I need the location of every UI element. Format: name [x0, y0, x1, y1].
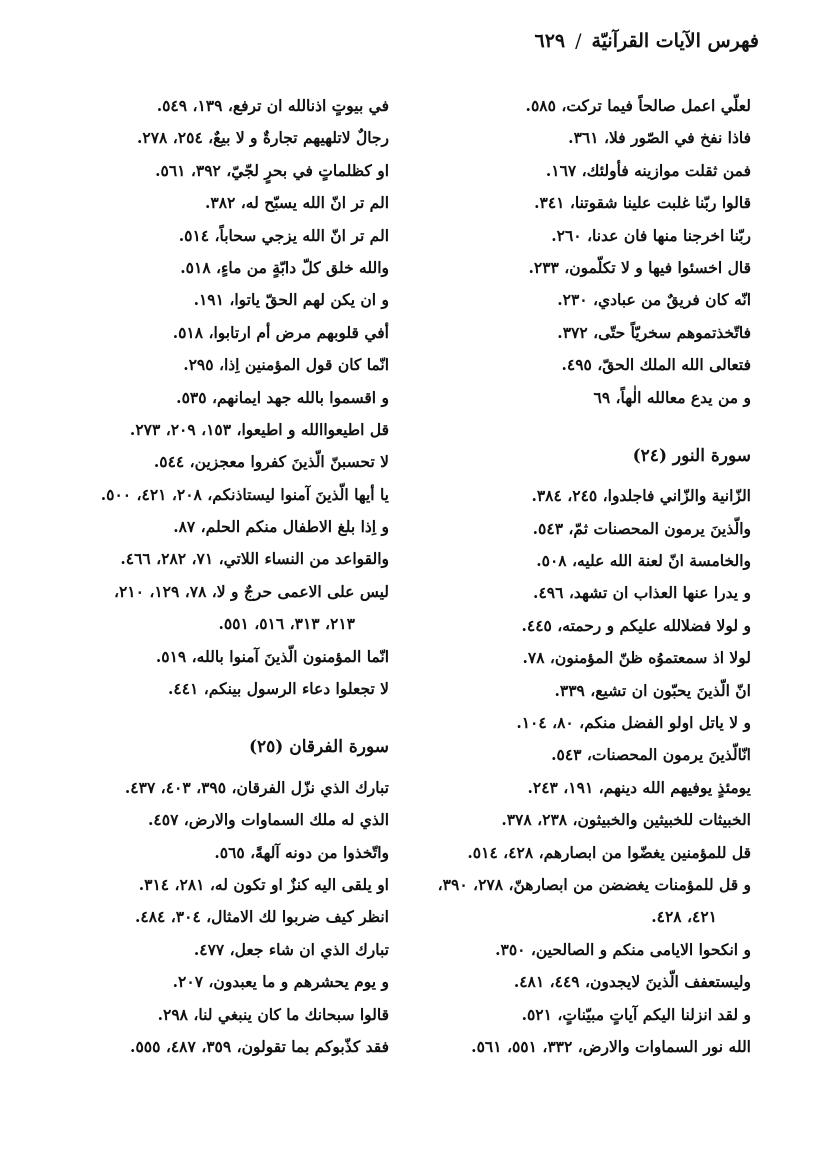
index-line: والّذينَ يرمون المحصنات ثمّ، ٥٤٣. — [532, 518, 751, 538]
index-line: قالوا سبحانك ما كان ينبغي لنا، ٢٩٨. — [157, 1004, 389, 1024]
index-line: او كظلماتٍ في بحرٍ لجّيّ، ٣٩٢، ٥٦١. — [155, 160, 389, 180]
index-line: الذي له ملك السماوات والارض، ٤٥٧. — [148, 810, 389, 830]
page-header — [62, 30, 759, 70]
index-line: قل للمؤمنين يغضّوا من ابصارهم، ٤٢٨، ٥١٤. — [467, 842, 751, 862]
index-line: تبارك الذي نزّل الفرقان، ٣٩٥، ٤٠٣، ٤٣٧. — [124, 777, 389, 797]
header-page-number: ٦٢٩ — [534, 30, 566, 52]
index-line: انّالّذينَ يرمون المحصنات، ٥٤٣. — [551, 745, 751, 765]
index-line: لولا اذ سمعتموُه ظنّ المؤمنون، ٧٨. — [522, 648, 751, 668]
index-line: انظر كيف ضربوا لك الامثال، ٣٠٤، ٤٨٤. — [135, 907, 389, 927]
index-line: فاذا نفخ في الصّور فلا، ٣٦١. — [568, 128, 751, 148]
left-column — [49, 90, 389, 1063]
index-line: الخبيثات للخبيثين والخبيثون، ٢٣٨، ٣٧٨. — [501, 810, 751, 830]
index-line: والخامسة انّ لعنة الله عليه، ٥٠٨. — [536, 551, 751, 571]
right-column — [376, 90, 751, 1063]
index-line: والقواعد من النساء اللاتي، ٧١، ٢٨٢، ٤٦٦. — [120, 549, 389, 569]
index-line: والله خلق كلّ دابّةٍ من ماءٍ، ٥١٨. — [180, 257, 389, 277]
index-line: و لقد انزلنا اليكم آياتٍ مبيّناتٍ، ٥٢١. — [521, 1004, 751, 1024]
index-line: يا أيها الّذينَ آمنوا ليستاذنكم، ٢٠٨، ٤٢١، ٥٠٠. — [100, 484, 389, 504]
index-line: واتّخذوا من دونه آلهةً، ٥٦٥. — [214, 842, 389, 862]
index-line: الم تر انّ الله يزجي سحاباً، ٥١٤. — [178, 225, 389, 245]
index-line: أفي قلوبهم مرض أم ارتابوا، ٥١٨. — [172, 322, 389, 342]
index-line: الله نور السماوات والارض، ٣٣٢، ٥٥١، ٥٦١. — [471, 1036, 751, 1056]
index-line: فاتّخذتموهم سخريّاً حتّى، ٣٧٢. — [557, 322, 751, 342]
index-line: قل اطيعواالله و اطيعوا، ١٥٣، ٢٠٩، ٢٧٣. — [129, 419, 389, 439]
index-line: قال اخسئوا فيها و لا تكلّمون، ٢٣٣. — [528, 257, 751, 277]
index-line: تبارك الذي ان شاء جعل، ٤٧٧. — [193, 939, 389, 959]
index-line: في بيوتٍ اذنالله ان ترفع، ١٣٩، ٥٤٩. — [156, 96, 389, 115]
index-line-continuation: ٤٢١، ٤٢٨. — [651, 907, 717, 927]
index-line: وليستعفف الّذينَ لايجدون، ٤٤٩، ٤٨١. — [513, 972, 751, 992]
index-line: رجالٌ لاتلهيهم تجارةٌ و لا بيعٌ، ٢٥٤، ٢٧٨. — [137, 128, 389, 148]
index-line: انّ الّذينَ يحبّون ان تشيع، ٣٣٩. — [554, 680, 751, 700]
index-line-continuation: ٢١٣، ٣١٣، ٥١٦، ٥٥١. — [218, 614, 355, 634]
index-line: قالوا ربّنا غلبت علينا شقوتنا، ٣٤١. — [534, 193, 751, 213]
index-line: فقد كذّبوكم بما تقولون، ٣٥٩، ٤٨٧، ٥٥٥. — [130, 1036, 389, 1056]
index-line: فمن ثقلت موازينه فأولئك، ١٦٧. — [545, 160, 751, 180]
index-line: و يوم يحشرهم و ما يعبدون، ٢٠٧. — [172, 972, 389, 992]
header-separator: / — [575, 30, 582, 52]
index-line: ليس على الاعمى حرجٌ و لا، ٧٨، ١٢٩، ٢١٠، — [113, 581, 389, 601]
index-line: فتعالى الله الملك الحقّ، ٤٩٥. — [561, 355, 751, 375]
index-line: و لا ياتل اولو الفضل منكم، ٨٠، ١٠٤. — [516, 713, 751, 733]
index-line: الزّانية والزّاني فاجلدوا، ٢٤٥، ٣٨٤. — [531, 486, 751, 506]
index-line: و لولا فضلالله عليكم و رحمته، ٤٤٥. — [521, 615, 751, 635]
index-line: و يدرا عنها العذاب ان تشهد، ٤٩٦. — [533, 583, 751, 603]
index-line: انّه كان فريقٌ من عبادي، ٢٣٠. — [557, 290, 751, 310]
index-line: و قل للمؤمنات يغضضن من ابصارهنّ، ٢٧٨، ٣٩٠، — [437, 874, 751, 894]
index-line: لعلّي اعمل صالحاً فيما تركت، ٥٨٥. — [525, 96, 751, 115]
index-line: يومئذٍ يوفيهم الله دينهم، ١٩١، ٢٤٣. — [527, 777, 751, 797]
header-title: فهرس الآيات القرآنيّة — [591, 30, 759, 52]
index-line: ربّنا اخرجنا منها فان عدنا، ٢٦٠. — [551, 225, 751, 245]
index-line: و انكحوا الايامى منكم و الصالحين، ٣٥٠. — [495, 939, 751, 959]
index-line: و اقسموا بالله جهد ايمانهم، ٥٣٥. — [176, 387, 389, 407]
index-line: لا تحسبنّ الّذينَ كفروا معجزين، ٥٤٤. — [153, 452, 389, 472]
surah-heading-furqan: سورة الفرقان (٢٥) — [248, 737, 389, 758]
index-line: انّما المؤمنون الّذينَ آمنوا بالله، ٥١٩. — [155, 646, 389, 666]
index-line: و اِذا بلغ الاطفال منكم الحلم، ٨٧. — [173, 517, 389, 537]
index-line: انّما كان قول المؤمنين اِذا، ٢٩٥. — [183, 355, 389, 375]
index-line: الم تر انّ الله يسبّح له، ٣٨٢. — [205, 193, 389, 213]
index-line: و ان يكن لهم الحقّ ياتوا، ١٩١. — [193, 290, 389, 310]
index-line: و من يدع معالله الٰهاً، ٦٩ — [593, 387, 751, 407]
index-line: لا تجعلوا دعاء الرسول بينكم، ٤٤١. — [168, 679, 389, 699]
surah-heading-nur: سورة النور (٢٤) — [632, 445, 751, 466]
index-line: او يلقى اليه كنزٌ او تكون له، ٢٨١، ٣١٤. — [138, 874, 389, 894]
